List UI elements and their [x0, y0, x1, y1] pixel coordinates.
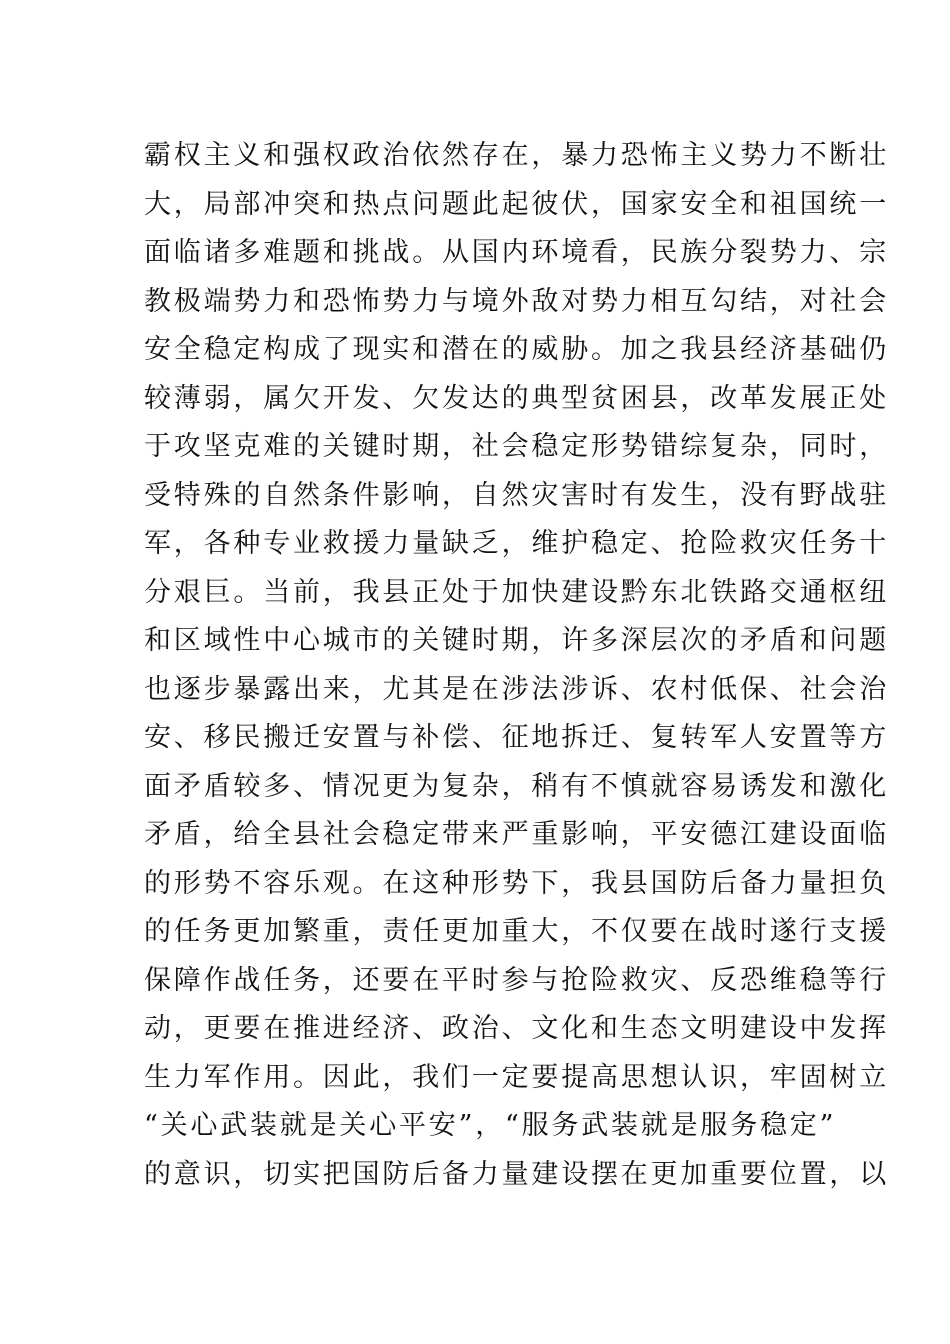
- text-line: 的意识，切实把国防后备力量建设摆在更加重要位置，以: [144, 1158, 889, 1190]
- body-text: [144, 132, 889, 1199]
- text-line: 动，更要在推进经济、政治、文化和生态文明建设中发挥: [144, 1013, 889, 1044]
- text-line: 受特殊的自然条件影响，自然灾害时有发生，没有野战驻: [144, 479, 889, 511]
- text-line: 和区域性中心城市的关键时期，许多深层次的矛盾和问题: [144, 625, 889, 656]
- text-line: 矛盾，给全县社会稳定带来严重影响，平安德江建设面临: [144, 819, 889, 850]
- text-line: “关心武装就是关心平安”，“服务武装就是服务稳定”: [144, 1110, 837, 1141]
- text-line: 大，局部冲突和热点问题此起彼伏，国家安全和祖国统一: [144, 188, 889, 220]
- text-line: 也逐步暴露出来，尤其是在涉法涉诉、农村低保、社会治: [144, 673, 889, 705]
- text-line: 教极端势力和恐怖势力与境外敌对势力相互勾结，对社会: [144, 285, 889, 317]
- text-line: 军，各种专业救援力量缺乏，维护稳定、抢险救灾任务十: [144, 528, 889, 559]
- text-line: 的形势不容乐观。在这种形势下，我县国防后备力量担负: [144, 867, 889, 899]
- text-line: 的任务更加繁重，责任更加重大，不仅要在战时遂行支援: [144, 916, 889, 947]
- text-line: 较薄弱，属欠开发、欠发达的典型贫困县，改革发展正处: [144, 382, 889, 414]
- text-line: 保障作战任务，还要在平时参与抢险救灾、反恐维稳等行: [144, 964, 889, 996]
- text-line: 面临诸多难题和挑战。从国内环境看，民族分裂势力、宗: [144, 237, 889, 268]
- text-line: 面矛盾较多、情况更为复杂，稍有不慎就容易诱发和激化: [144, 770, 889, 802]
- text-line: 安全稳定构成了现实和潜在的威胁。加之我县经济基础仍: [144, 334, 889, 365]
- text-line: 霸权主义和强权政治依然存在，暴力恐怖主义势力不断壮: [144, 140, 889, 171]
- text-line: 分艰巨。当前，我县正处于加快建设黔东北铁路交通枢纽: [144, 576, 889, 608]
- text-line: 于攻坚克难的关键时期，社会稳定形势错综复杂，同时，: [144, 431, 889, 462]
- text-line: 安、移民搬迁安置与补偿、征地拆迁、复转军人安置等方: [144, 722, 889, 753]
- text-line: 生力军作用。因此，我们一定要提高思想认识，牢固树立: [144, 1061, 889, 1093]
